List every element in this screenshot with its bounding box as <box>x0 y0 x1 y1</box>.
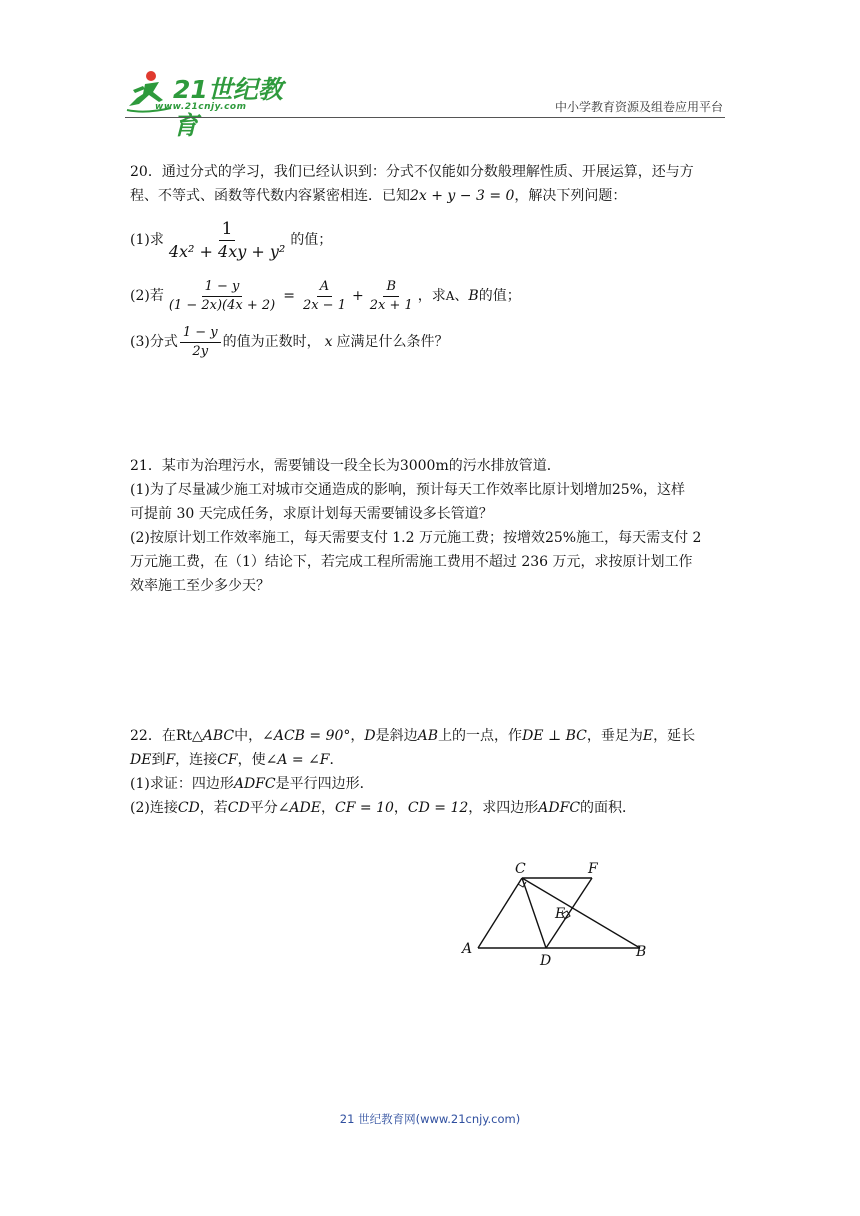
q21-line-1: 21．某市为治理污水，需要铺设一段全长为3000m的污水排放管道． <box>130 458 561 474</box>
q20-given-equation: 2x + y − 3 = 0 <box>410 188 515 204</box>
q22-l1-text-f: ，垂足为 <box>586 728 643 744</box>
segment-df <box>546 878 592 948</box>
q20-p2-fraction-b-denominator: 2x + 1 <box>369 297 413 313</box>
q22-point-d: D <box>364 728 376 744</box>
q20-p2-left-numerator: 1 − y <box>202 278 243 297</box>
question-21 <box>130 454 730 598</box>
page-footer: 21 世纪教育网(www.21cnjy.com) <box>339 1112 521 1126</box>
q22-l4-text-a: (2)连接 <box>130 800 178 816</box>
platform-tagline: 中小学教育资源及组卷应用平台 <box>554 100 723 114</box>
q20-line-2-text-a: 程、不等式、函数等代数内容紧密相连．已知 <box>130 188 410 204</box>
q20-p2-equals: = <box>283 288 295 304</box>
q21-line-5: 万元施工费，在（1）结论下，若完成工程所需施工费用不超过 236 万元，求按原计划工作 <box>130 554 693 570</box>
q22-l1-text-b: 中， <box>234 728 263 744</box>
q22-l2-text-c: ，使 <box>237 752 266 768</box>
q22-perpendicular: DE ⊥ BC <box>522 728 587 744</box>
label-f: F <box>588 861 598 877</box>
q20-p2-left-denominator: (1 − 2x)(4x + 2) <box>168 297 276 313</box>
q22-line-2 <box>130 748 730 772</box>
q22-l2-period: ． <box>329 752 344 768</box>
segment-cd <box>522 878 546 948</box>
q20-line-1: 20．通过分式的学习，我们已经认识到：分式不仅能如分数般理解性质、开展运算，还与方 <box>130 164 694 180</box>
q20-part-3 <box>130 322 730 362</box>
q22-point-e: E <box>642 728 654 744</box>
q22-l3-text-b: 是平行四边形． <box>275 776 374 792</box>
q22-segment-cd: CD <box>177 800 200 816</box>
q22-angle-ade: ∠ADE <box>277 800 322 816</box>
q22-l3-text-a: (1)求证：四边形 <box>130 776 234 792</box>
q22-point-f: F <box>165 752 176 768</box>
q22-l4-comma-2: ， <box>393 800 408 816</box>
q20-p2-var-b: B <box>468 288 479 304</box>
q20-p2-tail: 的值； <box>478 288 521 304</box>
q22-segment-cf: CF <box>217 752 238 768</box>
q20-p2-fraction-a-numerator: A <box>317 278 332 297</box>
q22-cd-value: CD = 12 <box>407 800 469 816</box>
segment-ac <box>478 878 522 948</box>
q22-angle-equality: ∠A = ∠F <box>265 752 330 768</box>
q22-l4-text-b: ，若 <box>199 800 228 816</box>
q20-p1-fraction <box>166 218 288 263</box>
q20-p2-var-a: A <box>445 289 455 303</box>
q20-p2-fraction-b <box>367 278 416 315</box>
q20-p3-label: (3)分式 <box>130 334 178 350</box>
q20-p1-denominator: 4x² + 4xy + y² <box>168 241 286 261</box>
q20-p1-label: (1)求 <box>130 232 164 248</box>
q21-line-2: (1)为了尽量减少施工对城市交通造成的影响，预计每天工作效率比原计划增加25%，这样 <box>130 482 685 498</box>
q20-p1-tail: 的值； <box>290 232 333 248</box>
q20-p3-fraction <box>180 324 221 361</box>
q20-p3-tail: 应满足什么条件？ <box>336 334 449 350</box>
q22-l4-comma-1: ， <box>321 800 336 816</box>
q22-l1-comma: ， <box>350 728 365 744</box>
q21-line-4: (2)按原计划工作效率施工，每天需要支付 1.2 万元施工费；按增效25%施工，每天需支付 2 <box>130 530 702 546</box>
q22-side-ab: AB <box>417 728 439 744</box>
q20-p3-text-b: 的值为正数时， <box>222 334 321 350</box>
q22-line-4 <box>130 796 730 820</box>
q22-l2-text-b: ，连接 <box>175 752 218 768</box>
q22-l4-text-c: 平分 <box>249 800 278 816</box>
q22-l1-text-g: ，延长 <box>653 728 696 744</box>
q20-p2-fraction-a-denominator: 2x − 1 <box>302 297 346 313</box>
q20-p2-plus: + <box>351 288 364 304</box>
q22-l2-text-a: 到 <box>151 752 166 768</box>
segment-cb <box>522 878 640 948</box>
q22-quad-adfc-2: ADFC <box>538 800 581 816</box>
q22-right-angle: ∠ACB = 90° <box>262 728 351 744</box>
q20-p1-numerator: 1 <box>219 218 236 241</box>
q22-quad-adfc: ADFC <box>233 776 276 792</box>
q20-p2-separator: 、 <box>454 288 469 304</box>
q21-line-6: 效率施工至少多少天？ <box>130 578 270 594</box>
q22-l4-text-g: 的面积． <box>580 800 637 816</box>
q22-l1-text-e: 上的一点，作 <box>438 728 523 744</box>
label-d: D <box>540 953 552 969</box>
q20-line-2-text-b: ，解决下列问题： <box>514 188 627 204</box>
q22-cf-value: CF = 10 <box>335 800 394 816</box>
q22-segment-cd-2: CD <box>227 800 250 816</box>
q22-triangle-abc: ABC <box>202 728 235 744</box>
question-22 <box>130 724 730 820</box>
q20-p3-denominator: 2y <box>192 343 209 359</box>
q20-p2-fraction-b-numerator: B <box>383 278 399 297</box>
logo-text: 21世纪教育 <box>173 75 283 140</box>
q22-line-1 <box>130 724 730 748</box>
q20-p2-label: (2)若 <box>130 288 164 304</box>
q20-p3-numerator: 1 − y <box>180 324 221 343</box>
label-a: A <box>462 941 473 957</box>
q20-p2-fraction-a <box>300 278 349 315</box>
q22-l4-text-f: ，求四边形 <box>468 800 539 816</box>
q22-l1-text-a: 22．在Rt△ <box>130 728 203 744</box>
q20-p3-var-x: x <box>324 334 333 350</box>
q20-p2-left-fraction <box>166 278 278 315</box>
q20-part-1 <box>130 218 730 262</box>
q20-p2-text-b: ，求 <box>417 288 446 304</box>
geometry-figure <box>456 856 656 972</box>
q22-l1-text-d: 是斜边 <box>375 728 418 744</box>
site-logo <box>125 68 305 140</box>
header-divider <box>125 117 725 118</box>
q21-line-3: 可提前 30 天完成任务，求原计划每天需要铺设多长管道？ <box>130 506 493 522</box>
label-c: C <box>515 861 526 877</box>
q20-line-2 <box>130 184 730 208</box>
label-b: B <box>636 944 647 960</box>
q20-part-2 <box>130 276 730 316</box>
label-e: E <box>555 906 566 922</box>
logo-url: www.21cnjy.com <box>155 102 247 112</box>
page-header <box>125 68 725 140</box>
q22-segment-de: DE <box>130 752 152 768</box>
q22-line-3 <box>130 772 730 796</box>
question-20 <box>130 160 730 208</box>
